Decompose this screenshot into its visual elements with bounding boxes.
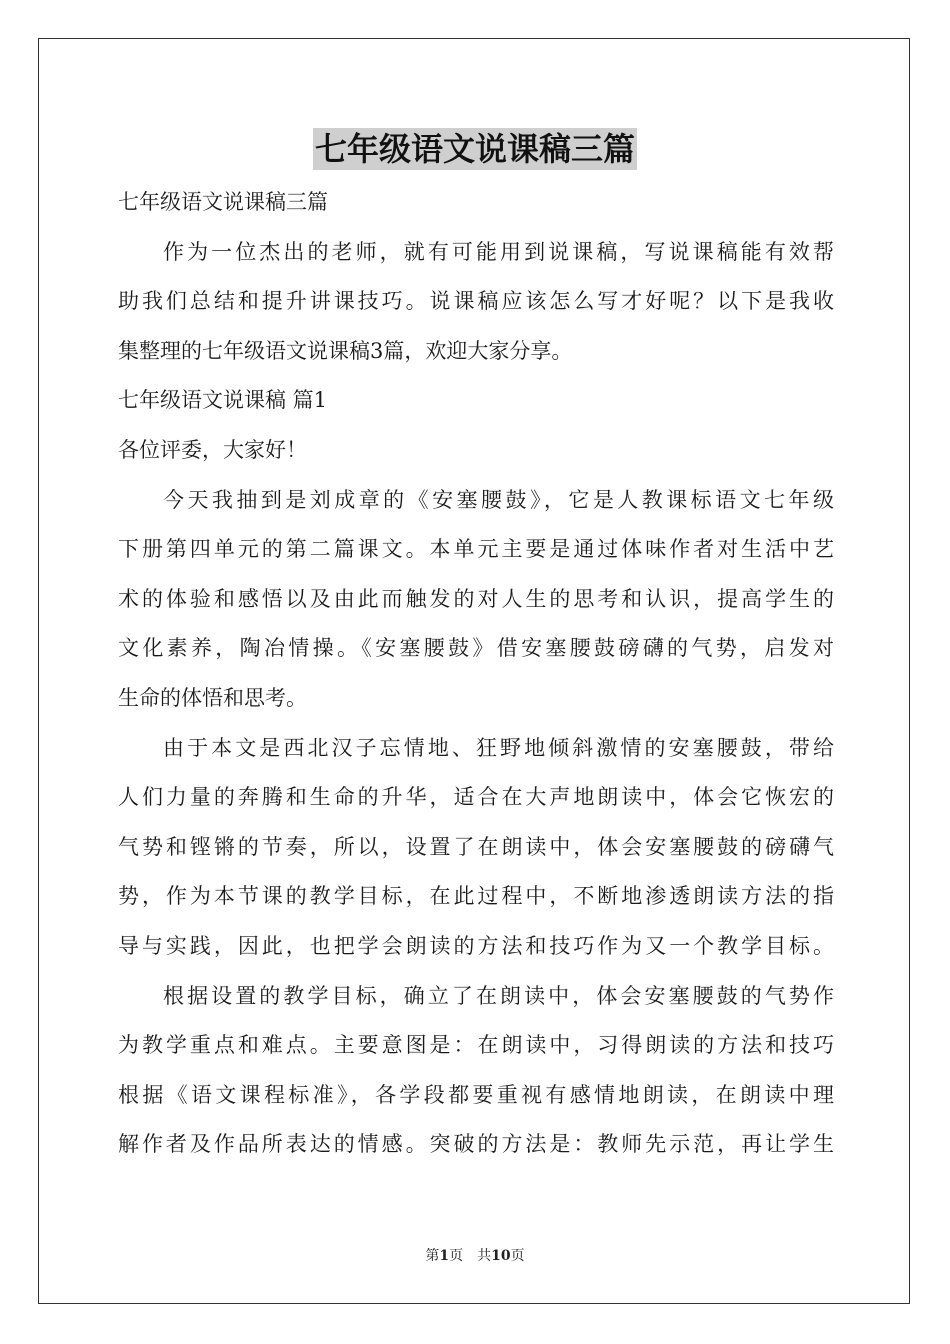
text-line: 为教学重点和难点。主要意图是：在朗读中，习得朗读的方法和技巧 <box>118 1033 834 1058</box>
footer-suffix: 页 <box>510 1248 525 1264</box>
text-line: 导与实践，因此，也把学会朗读的方法和技巧作为又一个教学目标。 <box>118 933 834 958</box>
text-line: 今天我抽到是刘成章的《安塞腰鼓》，它是人教课标语文七年级 <box>163 487 834 512</box>
text-line: 术的体验和感悟以及由此而触发的对人生的思考和认识，提高学生的 <box>118 586 834 611</box>
document-title: 七年级语文说课稿三篇 <box>314 130 635 168</box>
footer-prefix: 第 <box>425 1248 440 1264</box>
title-container <box>0 128 950 170</box>
text-line: 文化素养，陶冶情操。《安塞腰鼓》借安塞腰鼓磅礴的气势，启发对 <box>118 636 834 661</box>
text-line: 由于本文是西北汉子忘情地、狂野地倾斜激情的安塞腰鼓，带给 <box>163 735 834 760</box>
footer-total-pages: 10 <box>491 1248 511 1264</box>
text-line: 人们力量的奔腾和生命的升华，适合在大声地朗读中，体会它恢宏的 <box>118 785 834 810</box>
text-line: 集整理的七年级语文说课稿3篇，欢迎大家分享。 <box>118 338 573 363</box>
text-line: 解作者及作品所表达的情感。突破的方法是：教师先示范，再让学生 <box>118 1132 834 1157</box>
text-line: 势，作为本节课的教学目标，在此过程中，不断地渗透朗读方法的指 <box>118 884 834 909</box>
text-line: 下册第四单元的第二篇课文。本单元主要是通过体味作者对生活中艺 <box>118 537 834 562</box>
text-line: 根据《语文课程标准》，各学段都要重视有感情地朗读，在朗读中理 <box>118 1082 834 1107</box>
text-line: 七年级语文说课稿 篇1 <box>118 388 328 413</box>
document-body <box>118 178 834 1170</box>
text-line: 各位评委，大家好！ <box>118 437 307 462</box>
text-line: 作为一位杰出的老师，就有可能用到说课稿，写说课稿能有效帮 <box>163 239 834 264</box>
footer-mid: 页 共 <box>449 1248 492 1264</box>
text-line: 七年级语文说课稿三篇 <box>118 190 328 214</box>
text-line: 根据设置的教学目标，确立了在朗读中，体会安塞腰鼓的气势作 <box>163 983 834 1008</box>
page-footer <box>0 1246 950 1266</box>
text-line: 气势和铿锵的节奏，所以，设置了在朗读中，体会安塞腰鼓的磅礴气 <box>118 834 834 859</box>
text-line: 助我们总结和提升讲课技巧。说课稿应该怎么写才好呢？以下是我收 <box>118 289 834 314</box>
footer-page-number: 1 <box>439 1248 450 1264</box>
text-line: 生命的体悟和思考。 <box>118 685 307 710</box>
